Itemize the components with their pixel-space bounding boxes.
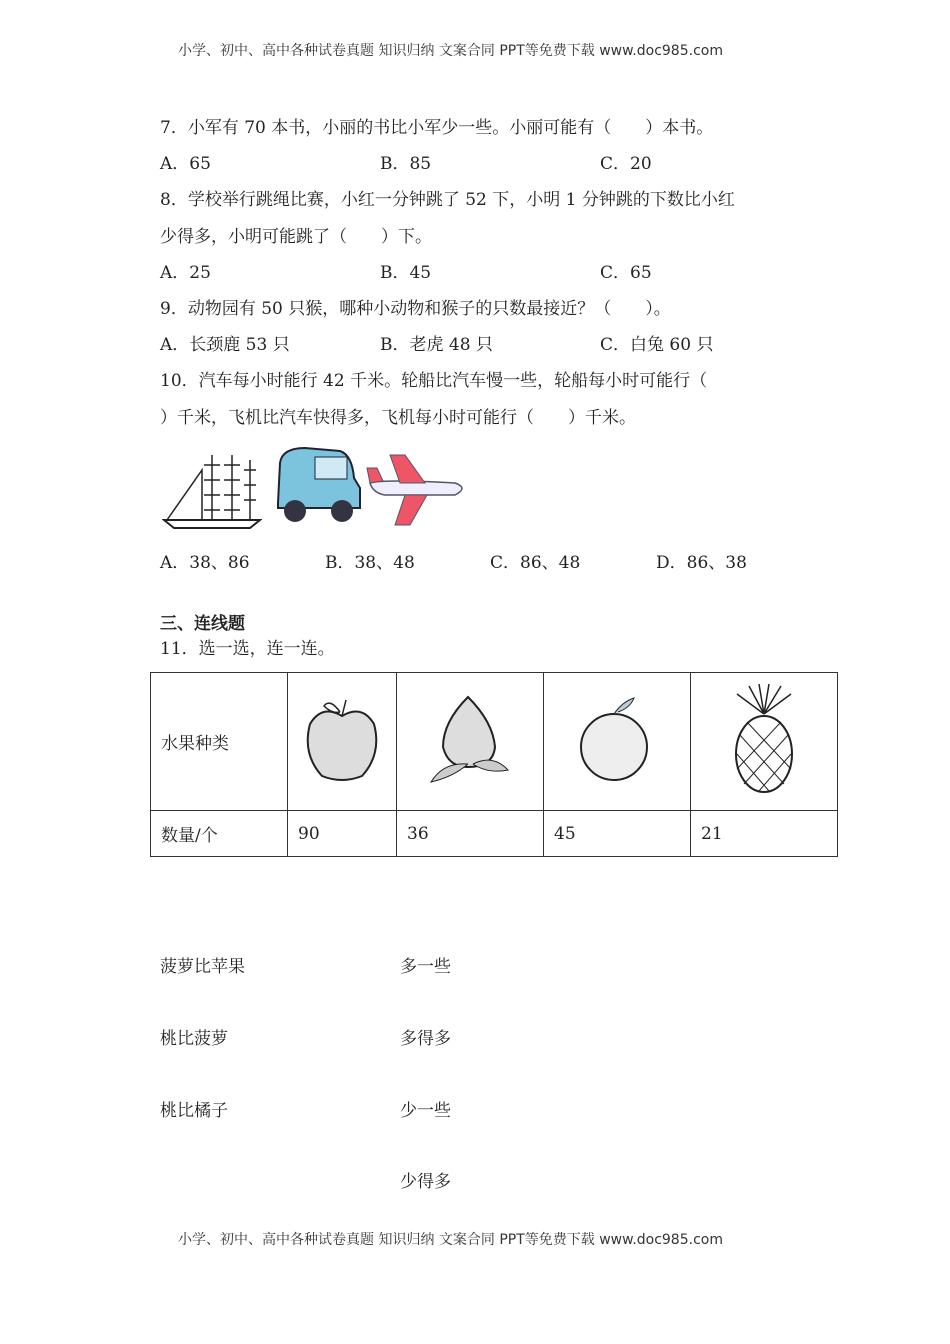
pineapple-cell xyxy=(691,673,838,811)
pineapple-count: 21 xyxy=(691,811,838,857)
page-header: 小学、初中、高中各种试卷真题 知识归纳 文案合同 PPT等免费下载 www.doc985.com xyxy=(178,43,723,59)
match-right-3: 少一些 xyxy=(400,1101,451,1121)
peach-cell xyxy=(397,673,544,811)
question-11: 11．选一选，连一连。 xyxy=(160,639,335,659)
apple-count: 90 xyxy=(288,811,397,857)
q7-option-a: A．65 xyxy=(160,154,211,174)
q8-option-c: C．65 xyxy=(600,263,652,283)
q9-option-c: C．白兔 60 只 xyxy=(600,335,714,355)
q10-option-a: A．38、86 xyxy=(160,553,250,573)
ship-icon xyxy=(162,450,262,530)
orange-cell xyxy=(544,673,691,811)
pineapple-icon xyxy=(729,684,799,794)
peach-icon xyxy=(423,692,518,787)
question-9: 9．动物园有 50 只猴，哪种小动物和猴子的只数最接近？（ ）。 xyxy=(160,299,671,319)
fruit-type-label: 水果种类 xyxy=(151,673,288,811)
match-right-2: 多得多 xyxy=(400,1029,451,1049)
match-right-1: 多一些 xyxy=(400,957,451,977)
orange-count: 45 xyxy=(544,811,691,857)
apple-cell xyxy=(288,673,397,811)
section-heading: 三、连线题 xyxy=(160,614,245,634)
orange-icon xyxy=(572,692,662,787)
q9-option-b: B．老虎 48 只 xyxy=(380,335,493,355)
question-10-line1: 10．汽车每小时能行 42 千米。轮船比汽车慢一些，轮船每小时可能行（ xyxy=(160,371,708,391)
apple-icon xyxy=(302,694,382,784)
question-7: 7．小军有 70 本书，小丽的书比小军少一些。小丽可能有（ ）本书。 xyxy=(160,118,714,138)
page-footer: 小学、初中、高中各种试卷真题 知识归纳 文案合同 PPT等免费下载 www.doc985.com xyxy=(178,1232,723,1248)
match-right-4: 少得多 xyxy=(400,1172,451,1192)
q8-option-a: A．25 xyxy=(160,263,211,283)
q7-option-b: B．85 xyxy=(380,154,432,174)
match-left-3: 桃比橘子 xyxy=(160,1101,228,1121)
count-label: 数量/个 xyxy=(151,811,288,857)
q10-option-b: B．38、48 xyxy=(325,553,415,573)
fruit-table xyxy=(150,672,838,857)
car-icon xyxy=(270,443,365,525)
match-left-1: 菠萝比苹果 xyxy=(160,957,245,977)
match-left-2: 桃比菠萝 xyxy=(160,1029,228,1049)
question-10-line2: ）千米，飞机比汽车快得多，飞机每小时可能行（ ）千米。 xyxy=(160,408,636,428)
q10-option-c: C．86、48 xyxy=(490,553,581,573)
question-8-line2: 少得多，小明可能跳了（ ）下。 xyxy=(160,227,432,247)
question-8-line1: 8．学校举行跳绳比赛，小红一分钟跳了 52 下，小明 1 分钟跳的下数比小红 xyxy=(160,190,735,210)
q7-option-c: C．20 xyxy=(600,154,652,174)
q8-option-b: B．45 xyxy=(380,263,432,283)
airplane-icon xyxy=(365,453,470,528)
q9-option-a: A．长颈鹿 53 只 xyxy=(160,335,290,355)
q10-option-d: D．86、38 xyxy=(656,553,747,573)
peach-count: 36 xyxy=(397,811,544,857)
